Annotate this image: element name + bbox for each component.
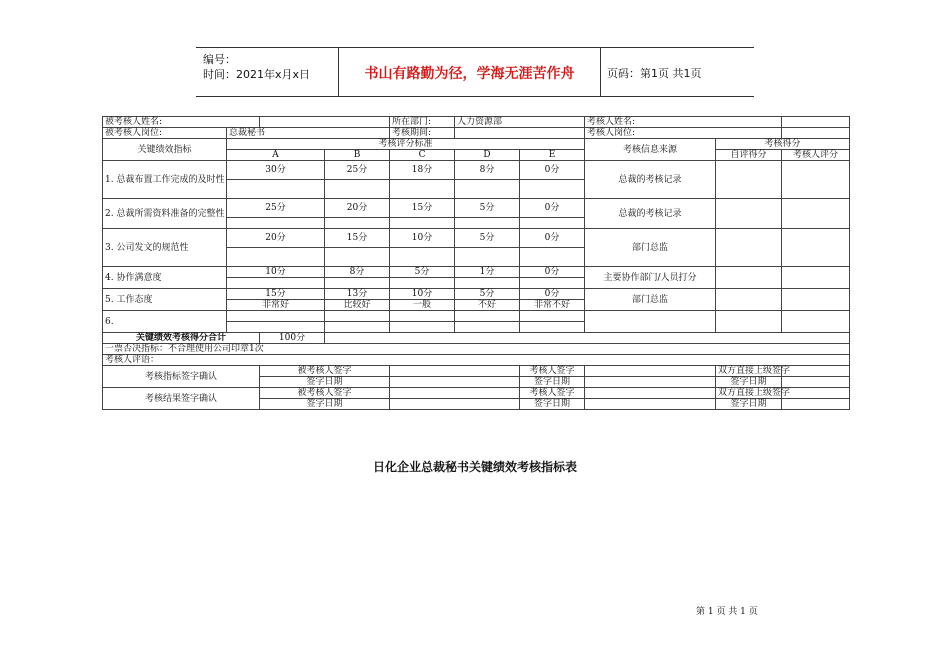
examiner-score-field[interactable] (782, 311, 850, 333)
level-cell: 非常好 (227, 300, 325, 311)
self-score-field[interactable] (716, 199, 782, 229)
head-row-1 (103, 139, 850, 150)
total-label: 关键绩效考核得分合计 (103, 333, 260, 344)
score-cell: 25分 (227, 199, 325, 218)
blank-cell (455, 248, 520, 267)
blank-cell[interactable] (455, 311, 520, 322)
level-cell: 一般 (390, 300, 455, 311)
sign-date-field[interactable] (585, 399, 716, 410)
score-cell: 18分 (390, 161, 455, 180)
standard-header: 考核评分标准 (227, 139, 585, 150)
total-blank (325, 333, 850, 344)
sign-date-field[interactable] (585, 377, 716, 388)
kpi-name: 2. 总裁所需资料准备的完整性 (103, 199, 227, 229)
info-row-1 (103, 117, 850, 128)
blank-cell (520, 248, 585, 267)
examinee-sign-label: 被考核人签字 (260, 388, 390, 399)
examiner-name-label: 考核人姓名: (585, 117, 782, 128)
total-value: 100分 (260, 333, 325, 344)
blank-cell (520, 218, 585, 229)
score-cell: 15分 (325, 229, 390, 248)
self-score-field[interactable] (716, 229, 782, 267)
blank-cell (325, 248, 390, 267)
blank-cell (325, 278, 390, 289)
score-cell: 8分 (325, 267, 390, 278)
sign-date-label: 签字日期 (520, 399, 585, 410)
examiner-score-field[interactable] (782, 199, 850, 229)
time-label: 时间：2021年x月x日 (203, 68, 311, 81)
score-cell: 0分 (520, 229, 585, 248)
info-source[interactable] (585, 311, 716, 333)
kpi-name: 5. 工作态度 (103, 289, 227, 311)
examiner-score-field[interactable] (782, 289, 850, 311)
sign-date-label: 签字日期 (520, 377, 585, 388)
score-cell: 30分 (227, 161, 325, 180)
score-cell: 0分 (520, 161, 585, 180)
examiner-score-field[interactable] (782, 229, 850, 267)
blank-cell (227, 218, 325, 229)
header-page-cell (601, 48, 754, 96)
examiner-sign-label: 考核人签字 (520, 388, 585, 399)
code-label: 编号： (203, 53, 236, 66)
sign-date-field[interactable] (390, 399, 520, 410)
score-cell: 0分 (520, 199, 585, 218)
info-source: 部门总监 (585, 289, 716, 311)
sign-date-label: 签字日期 (260, 399, 390, 410)
info-source: 总裁的考核记录 (585, 199, 716, 229)
score-cell: 5分 (455, 199, 520, 218)
sign-row (103, 366, 850, 377)
header-meta (196, 48, 339, 96)
score-cell: 10分 (227, 267, 325, 278)
blank-cell (390, 218, 455, 229)
score-cell: 5分 (455, 289, 520, 300)
score-cell: 20分 (227, 229, 325, 248)
level-cell: 不好 (455, 300, 520, 311)
blank-cell (520, 180, 585, 199)
blank-cell (325, 180, 390, 199)
kpi-name: 3. 公司发文的规范性 (103, 229, 227, 267)
kpi-name: 6. (103, 311, 227, 333)
examiner-score-field[interactable] (782, 161, 850, 199)
examiner-post-field[interactable] (782, 128, 850, 139)
score-cell: 0分 (520, 289, 585, 300)
blank-cell (227, 180, 325, 199)
superior-sign-label: 双方直接上级签字 (716, 366, 782, 377)
sign-date-label: 签字日期 (716, 399, 782, 410)
kpi-row (103, 229, 850, 248)
score-cell: 10分 (390, 289, 455, 300)
kpi-row (103, 289, 850, 300)
self-score-field[interactable] (716, 267, 782, 289)
blank-cell (390, 248, 455, 267)
examiner-sign-field[interactable] (585, 366, 716, 377)
kpi-row (103, 311, 850, 322)
score-cell: 1分 (455, 267, 520, 278)
score-cell: 0分 (520, 267, 585, 278)
kpi-row (103, 161, 850, 180)
kpi-form-table (102, 116, 850, 410)
score-cell: 13分 (325, 289, 390, 300)
self-score-field[interactable] (716, 161, 782, 199)
comment-row (103, 355, 850, 366)
header-motto-cell (339, 48, 601, 96)
superior-sign-field[interactable] (782, 388, 850, 399)
examiner-sign-field[interactable] (585, 388, 716, 399)
document-header (196, 47, 754, 97)
grade-e-header: E (520, 150, 585, 161)
blank-cell[interactable] (455, 322, 520, 333)
examiner-post-label: 考核人岗位: (585, 128, 782, 139)
info-row-2 (103, 128, 850, 139)
motto: 书山有路勤为径，学海无涯苦作舟 (364, 66, 575, 82)
superior-sign-label: 双方直接上级签字 (716, 388, 782, 399)
info-source: 总裁的考核记录 (585, 161, 716, 199)
score-cell: 25分 (325, 161, 390, 180)
examinee-sign-field[interactable] (390, 388, 520, 399)
examiner-score-field[interactable] (782, 267, 850, 289)
sign-date-field[interactable] (782, 377, 850, 388)
period-field[interactable] (455, 128, 585, 139)
self-score-field[interactable] (716, 289, 782, 311)
level-cell: 非常不好 (520, 300, 585, 311)
blank-cell[interactable] (227, 322, 325, 333)
blank-cell (390, 180, 455, 199)
blank-cell[interactable] (390, 311, 455, 322)
info-source: 部门总监 (585, 229, 716, 267)
indicator-sign-label: 考核指标签字确认 (103, 366, 260, 388)
blank-cell (390, 278, 455, 289)
sign-date-label: 签字日期 (260, 377, 390, 388)
comment-label[interactable]: 考核人评语： (103, 355, 850, 366)
total-row (103, 333, 850, 344)
sign-row (103, 388, 850, 399)
dept-label: 所在部门: (390, 117, 455, 128)
examinee-sign-field[interactable] (390, 366, 520, 377)
blank-cell[interactable] (325, 322, 390, 333)
kpi-name: 4. 协作满意度 (103, 267, 227, 289)
blank-cell[interactable] (390, 322, 455, 333)
page-info: 页码：第1页 共1页 (607, 67, 702, 80)
self-score-field[interactable] (716, 311, 782, 333)
document-title: 日化企业总裁秘书关键绩效考核指标表 (372, 460, 577, 474)
blank-cell (227, 278, 325, 289)
period-label: 考核期间: (390, 128, 455, 139)
veto-row (103, 344, 850, 355)
blank-cell (455, 180, 520, 199)
grade-a-header: A (227, 150, 325, 161)
blank-cell[interactable] (227, 311, 325, 322)
score-cell: 15分 (227, 289, 325, 300)
score-cell: 20分 (325, 199, 390, 218)
blank-cell (455, 278, 520, 289)
blank-cell[interactable] (520, 322, 585, 333)
score-header: 考核得分 (716, 139, 850, 150)
examiner-name-field[interactable] (782, 117, 850, 128)
examiner-score-header: 考核人评分 (782, 150, 850, 161)
blank-cell[interactable] (520, 311, 585, 322)
kpi-header: 关键绩效指标 (103, 139, 227, 161)
blank-cell (520, 278, 585, 289)
score-cell: 5分 (455, 229, 520, 248)
blank-cell (455, 218, 520, 229)
sign-date-field[interactable] (782, 399, 850, 410)
kpi-name: 1. 总裁布置工作完成的及时性 (103, 161, 227, 199)
info-source: 主要协作部门/人员打分 (585, 267, 716, 289)
examinee-post-label: 被考核人岗位: (103, 128, 227, 139)
score-cell: 8分 (455, 161, 520, 180)
dept-value[interactable]: 人力资源部 (455, 117, 585, 128)
grade-d-header: D (455, 150, 520, 161)
score-cell: 10分 (390, 229, 455, 248)
examiner-sign-label: 考核人签字 (520, 366, 585, 377)
self-score-header: 自评得分 (716, 150, 782, 161)
source-header: 考核信息来源 (585, 139, 716, 161)
examinee-name-field[interactable] (260, 117, 390, 128)
examinee-post-value[interactable]: 总裁秘书 (227, 128, 390, 139)
superior-sign-field[interactable] (782, 366, 850, 377)
grade-c-header: C (390, 150, 455, 161)
sign-date-field[interactable] (390, 377, 520, 388)
kpi-row (103, 199, 850, 218)
veto-indicator: 一票否决指标：不合理使用公司印章1次 (103, 344, 850, 355)
examinee-name-label: 被考核人姓名: (103, 117, 260, 128)
blank-cell (227, 248, 325, 267)
kpi-row (103, 267, 850, 278)
level-cell: 比较好 (325, 300, 390, 311)
score-cell: 5分 (390, 267, 455, 278)
examinee-sign-label: 被考核人签字 (260, 366, 390, 377)
page-footer: 第 1 页 共 1 页 (696, 607, 758, 617)
sign-date-label: 签字日期 (716, 377, 782, 388)
result-sign-label: 考核结果签字确认 (103, 388, 260, 410)
blank-cell (325, 218, 390, 229)
grade-b-header: B (325, 150, 390, 161)
score-cell: 15分 (390, 199, 455, 218)
blank-cell[interactable] (325, 311, 390, 322)
